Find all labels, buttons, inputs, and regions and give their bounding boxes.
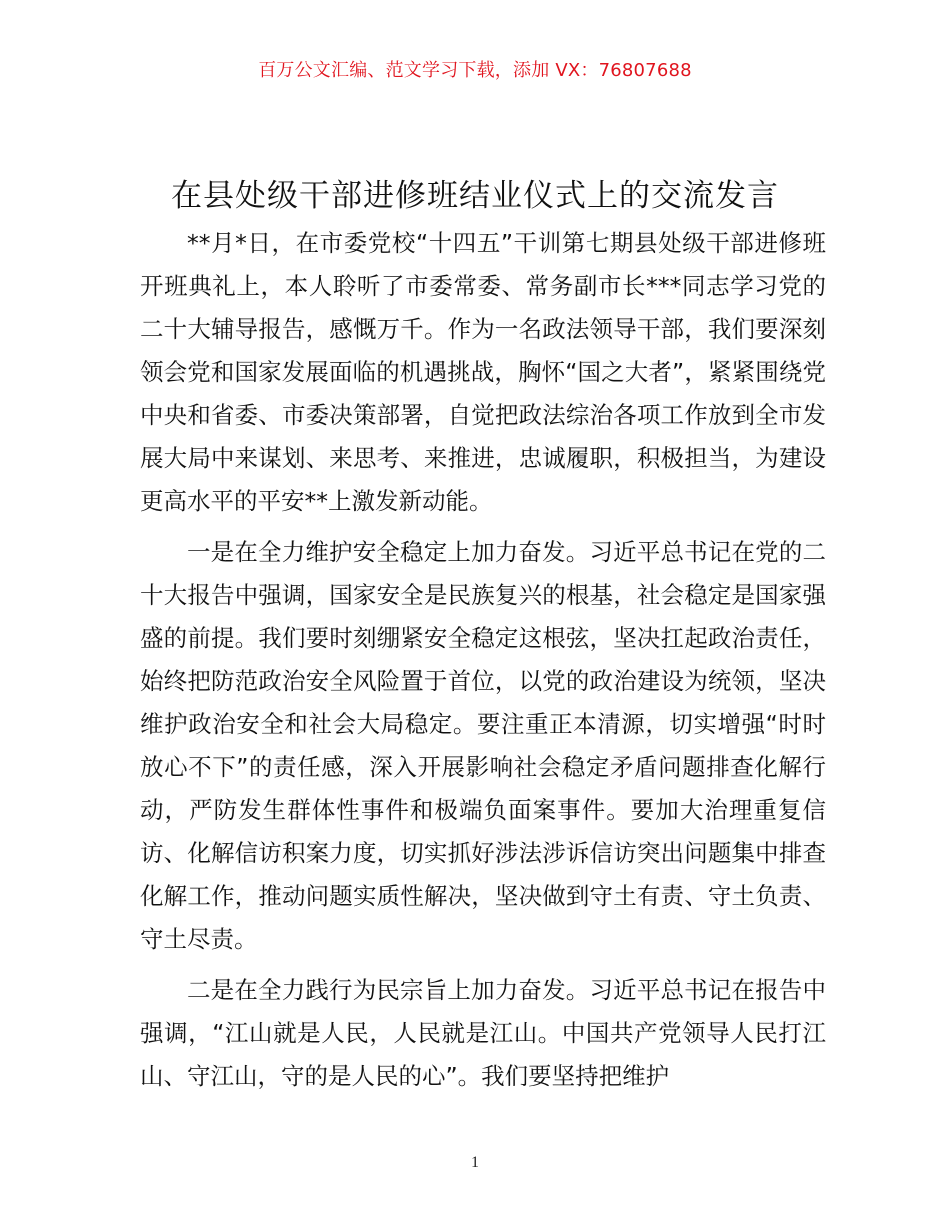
document-body — [140, 222, 826, 1106]
page-number: 1 — [471, 1154, 479, 1171]
paragraph-intro: **月*日，在市委党校“十四五”干训第七期县处级干部进修班开班典礼上，本人聆听了市委常委、常务副市长***同志学习党的二十大辅导报告，感慨万千。作为一名政法领导干部，我们要深刻领会党和国家发展面临的机遇挑战，胸怀“国之大者”，紧紧围绕党中央和省委、市委决策部署，自觉把政法综治各项工作放到全市发展大局中来谋划、来思考、来推进，忠诚履职，积极担当，为建设更高水平的平安**上激发新动能。 — [140, 229, 826, 515]
paragraph-point-one: 一是在全力维护安全稳定上加力奋发。习近平总书记在党的二十大报告中强调，国家安全是民族复兴的根基，社会稳定是国家强盛的前提。我们要时刻绷紧安全稳定这根弦，坚决扛起政治责任，始终把防范政治安全风险置于首位，以党的政治建设为统领，坚决维护政治安全和社会大局稳定。要注重正本清源，切实增强“时时放心不下”的责任感，深入开展影响社会稳定矛盾问题排查化解行动，严防发生群体性事件和极端负面案事件。要加大治理重复信访、化解信访积案力度，切实抓好涉法涉诉信访突出问题集中排查化解工作，推动问题实质性解决，坚决做到守土有责、守土负责、守土尽责。 — [140, 538, 826, 953]
document-title: 在县处级干部进修班结业仪式上的交流发言 — [171, 178, 779, 214]
watermark-header: 百万公文汇编、范文学习下载，添加 VX：76807688 — [258, 60, 692, 81]
paragraph-point-two: 二是在全力践行为民宗旨上加力奋发。习近平总书记在报告中强调，“江山就是人民，人民就是江山。中国共产党领导人民打江山、守江山，守的是人民的心”。我们要坚持把维护 — [140, 976, 826, 1090]
